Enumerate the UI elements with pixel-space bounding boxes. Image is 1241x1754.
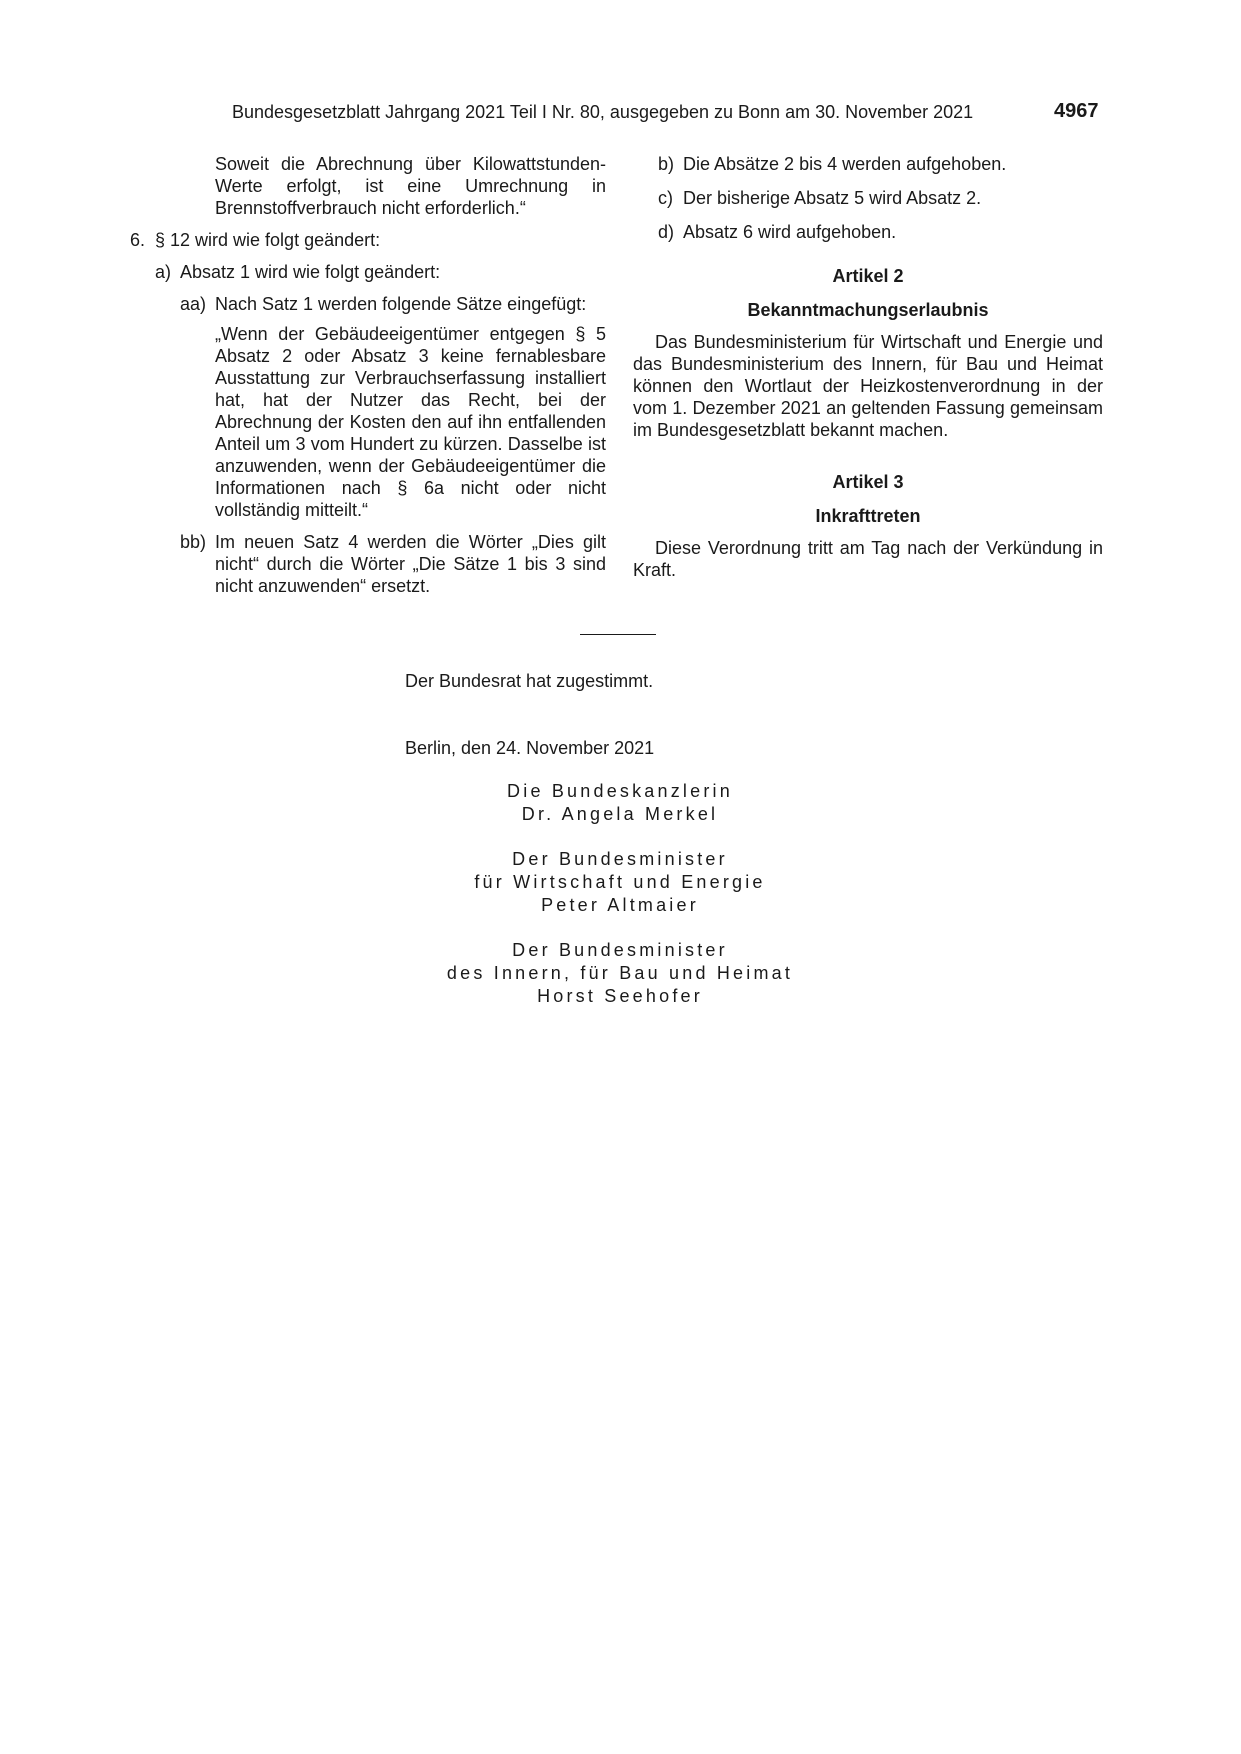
item-text: § 12 wird wie folgt geändert: [155,230,381,250]
item-text: Nach Satz 1 werden folgende Sätze eingefügt: [215,294,587,314]
item-text: Der bisherige Absatz 5 wird Absatz 2. [683,188,982,208]
article-3-title: Inkrafttreten [815,506,921,526]
article-3-text: Diese Verordnung tritt am Tag nach der Verkündung in Kraft. [633,538,1103,580]
list-item-d [658,221,1103,243]
quoted-text: „Wenn der Gebäudeeigentümer entgegen § 5 Absatz 2 oder Absatz 3 keine fernablesbare Ausstattung zur Verbrauchserfassung installiert hat, hat der Nutzer das Recht, bei der Abrechnung der Kosten den auf ihn entfallenden Anteil um 3 vom Hundert zu kürzen. Dasselbe ist anzuwenden, wenn der Gebäudeeigentümer die Informationen nach § 6a nicht oder nicht vollständig mitteilt.“ [215,324,606,520]
signature-name: Dr. Angela Merkel [521,804,719,824]
signature-role: Die Bundeskanzlerin [507,781,733,801]
right-column [633,153,1103,581]
article-2-text: Das Bundesministerium für Wirtschaft und Energie und das Bundesministerium des Innern, für Bau und Heimat können den Wortlaut der Heizkostenverordnung in der vom 1. Dezember 2021 an geltenden Fassung gemeinsam im Bundesgesetzblatt bekannt machen. [633,332,1103,440]
left-column [130,153,606,607]
signature-name: Peter Altmaier [541,895,699,915]
signature-role: Der Bundesminister [512,849,728,869]
item-text: Absatz 6 wird aufgehoben. [683,222,897,242]
gazette-title: Bundesgesetzblatt Jahrgang 2021 Teil I Nr. 80, ausgegeben zu Bonn am 30. November 2021 [232,102,974,122]
list-item-6 [130,229,606,251]
item-marker: aa) [180,294,207,314]
item-marker: d) [658,222,675,242]
item-marker: c) [658,188,673,208]
item-text: Absatz 1 wird wie folgt geändert: [180,262,441,282]
item-text: Die Absätze 2 bis 4 werden aufgehoben. [683,154,1007,174]
item-text: Im neuen Satz 4 werden die Wörter „Dies gilt nicht“ durch die Wörter „Die Sätze 1 bis 3 sind nicht anzuwenden“ ersetzt. [215,532,606,596]
item-marker: 6. [130,230,146,250]
signature-minister-interior [380,939,860,1008]
section-divider [580,634,656,635]
signature-name: Horst Seehofer [537,986,703,1006]
list-item-bb [180,531,606,597]
signature-ministry: des Innern, für Bau und Heimat [446,963,794,983]
list-item-a [155,261,606,283]
page-header [0,0,1241,140]
item-body [215,293,606,521]
place-date: Berlin, den 24. November 2021 [405,738,655,758]
list-item-c [658,187,1103,209]
item-marker: a) [155,262,172,282]
page-number: 4967 [1054,100,1099,122]
bundesrat-consent: Der Bundesrat hat zugestimmt. [405,671,654,691]
article-3-heading: Artikel 3 [832,472,904,492]
continuation-text: Soweit die Abrechnung über Kilowattstunden-Werte erfolgt, ist eine Umrechnung in Brennstoffverbrauch nicht erforderlich.“ [215,154,606,218]
article-2-heading: Artikel 2 [832,266,904,286]
item-marker: bb) [180,532,207,552]
list-item-aa [180,293,606,521]
signature-chancellor [380,780,860,826]
continuation-paragraph [215,153,606,219]
item-marker: b) [658,154,675,174]
list-item-b [658,153,1103,175]
signature-role: Der Bundesminister [512,940,728,960]
article-2-title: Bekanntmachungserlaubnis [747,300,989,320]
signature-ministry: für Wirtschaft und Energie [474,872,766,892]
signature-minister-economy [380,848,860,917]
